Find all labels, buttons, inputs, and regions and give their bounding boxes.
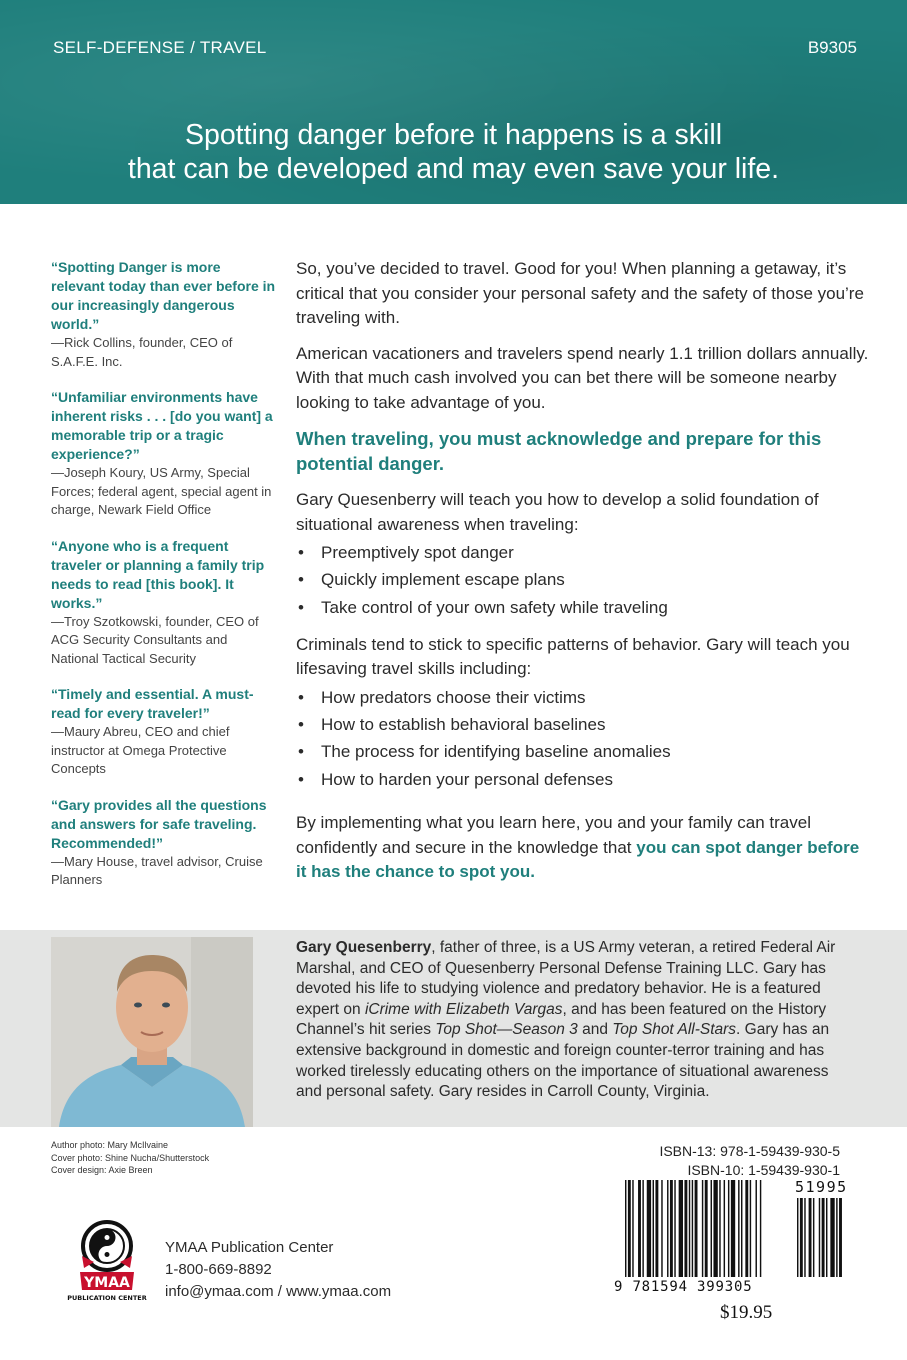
callout-heading: When traveling, you must acknowledge and prepare for this potential danger. <box>296 428 822 474</box>
lifesaving-skills-list <box>296 684 871 793</box>
closing-paragraph <box>296 811 871 885</box>
endorsement-attribution: —Mary House, travel advisor, Cruise Planners <box>51 853 263 887</box>
ymaa-logo <box>67 1216 147 1308</box>
endorsement-quote: “Gary provides all the questions and answers for safe traveling. Recommended!” <box>51 796 267 851</box>
endorsement-attribution: —Joseph Koury, US Army, Special Forces; federal agent, special agent in charge, Newark Field Office <box>51 465 272 517</box>
skills-list <box>296 539 871 621</box>
endorsement <box>51 388 276 520</box>
category-label: SELF-DEFENSE / TRAVEL <box>53 38 267 57</box>
description-paragraph: Gary Quesenberry will teach you how to develop a solid foundation of situational awareness when traveling: <box>296 490 819 534</box>
publisher-info <box>165 1237 391 1303</box>
endorsement-attribution: —Troy Szotkowski, founder, CEO of ACG Security Consultants and National Tactical Security <box>51 613 259 666</box>
endorsement-quote: “Anyone who is a frequent traveler or planning a family trip needs to read [this book]. It works.” <box>51 537 265 611</box>
closing-emphasis: you can spot danger before it has the chance to spot you. <box>296 837 860 882</box>
publisher-contact: info@ymaa.com / www.ymaa.com <box>165 1283 392 1300</box>
endorsement <box>51 685 276 779</box>
endorsements <box>51 258 276 907</box>
isbn-13: ISBN-13: 978-1-59439-930-5 <box>659 1143 840 1159</box>
list-item: • How predators choose their victims <box>296 684 871 711</box>
isbn-10: ISBN-10: 1-59439-930-1 <box>687 1161 840 1178</box>
endorsement-attribution: —Maury Abreu, CEO and chief instructor at Omega Protective Concepts <box>51 724 230 776</box>
bio-show-title: Top Shot All-Stars <box>612 1021 737 1039</box>
bio-show-title: iCrime with Elizabeth Vargas <box>364 1000 563 1018</box>
isbn-block <box>620 1142 840 1179</box>
list-item: • The process for identifying baseline anomalies <box>296 738 871 765</box>
endorsement <box>51 258 276 371</box>
description-paragraph: So, you’ve decided to travel. Good for you! When planning a getaway, it’s critical that you consider your personal safety and the safety of those you’re traveling with. <box>296 259 864 327</box>
bio-text: , father of three, is a US Army veteran, a retired Federal Air Marshal, and CEO of Quesenberry Personal Defense Training LLC. Gary has devoted his life to studying violence and predatory behavior. He is a featured expert on <box>296 939 836 1018</box>
price: $19.95 <box>720 1302 773 1323</box>
endorsement <box>51 537 276 669</box>
publisher-name: YMAA Publication Center <box>165 1239 334 1256</box>
logo-subtext: PUBLICATION CENTER <box>67 1294 147 1302</box>
author-bio <box>296 938 856 1103</box>
endorsement-quote: “Timely and essential. A must-read for every traveler!” <box>51 686 254 721</box>
cover-design-credit: Cover design: Axie Breen <box>51 1165 153 1175</box>
barcode-digits: 9 781594 399305 <box>614 1279 753 1295</box>
headline-line-1: Spotting danger before it happens is a skill <box>184 119 723 151</box>
list-item: • Take control of your own safety while traveling <box>296 594 871 621</box>
endorsement-quote: “Unfamiliar environments have inherent risks . . . [do you want] a memorable trip or a tragic experience?” <box>51 389 273 462</box>
list-item: • Preemptively spot danger <box>296 539 871 566</box>
endorsement <box>51 796 276 890</box>
description <box>296 257 871 896</box>
headline <box>0 118 907 186</box>
book-code: B9305 <box>807 38 857 57</box>
barcode-addon-digits: 51995 <box>795 1178 848 1196</box>
headline-line-2: that can be developed and may even save your life. <box>127 153 780 185</box>
author-name: Gary Quesenberry <box>296 939 432 956</box>
list-item: • How to harden your personal defenses <box>296 766 871 793</box>
cover-photo-credit: Cover photo: Shine Nucha/Shutterstock <box>51 1152 210 1163</box>
bio-show-title: Top Shot—Season 3 <box>435 1021 578 1039</box>
endorsement-attribution: —Rick Collins, founder, CEO of S.A.F.E. Inc. <box>51 335 233 369</box>
list-item: • Quickly implement escape plans <box>296 566 871 593</box>
publisher-phone: 1-800-669-8892 <box>165 1261 272 1278</box>
description-paragraph: American vacationers and travelers spend nearly 1.1 trillion dollars annually. With that much cash involved you can bet there will be someone nearby looking to take advantage of you. <box>296 343 869 412</box>
author-photo-credit: Author photo: Mary McIlvaine <box>51 1140 169 1150</box>
list-item: • How to establish behavioral baselines <box>296 711 871 738</box>
closing-text: By implementing what you learn here, you and your family can travel confidently and secure in the knowledge that <box>296 813 811 857</box>
bio-text: , and has been featured on the History Channel’s hit series <box>296 1000 827 1039</box>
logo-text: YMAA <box>84 1275 130 1291</box>
author-photo <box>51 937 253 1127</box>
bio-text: and <box>577 1021 613 1039</box>
description-paragraph: Criminals tend to stick to specific patterns of behavior. Gary will teach you lifesaving travel skills including: <box>296 634 850 679</box>
endorsement-quote: “Spotting Danger is more relevant today than ever before in our increasingly dangerous world.” <box>51 259 276 332</box>
bio-text: . Gary has an extensive background in domestic and foreign counter-terror training and has worked tirelessly educating others on the importance of situational awareness and personal safety. Gary resides in Carroll County, Virginia. <box>296 1021 830 1101</box>
credits <box>51 1139 209 1177</box>
